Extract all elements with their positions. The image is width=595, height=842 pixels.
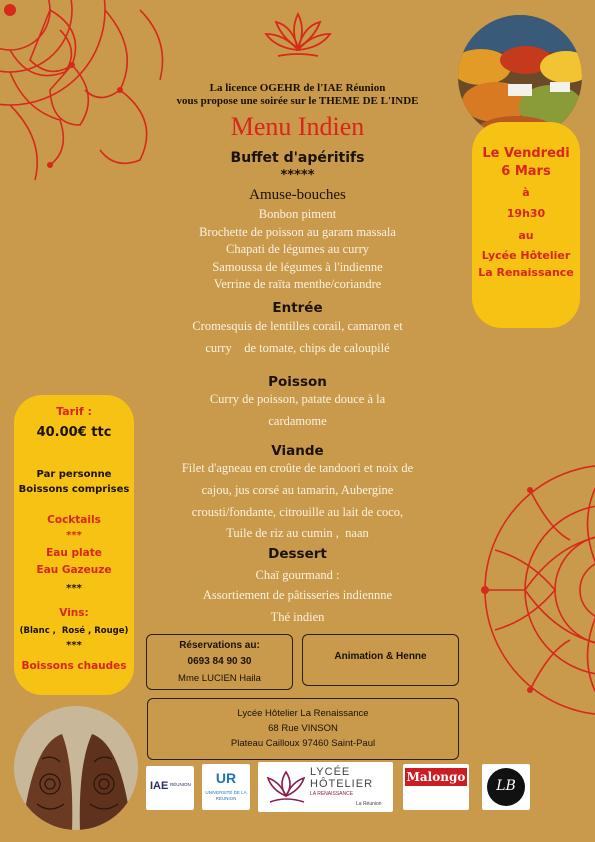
event-venue-1: Lycée Hôtelier: [481, 249, 571, 262]
event-day: Le Vendredi: [482, 146, 570, 161]
lycee-logo-sub: LA RENAISSANCE: [310, 791, 354, 797]
lycee-logo: [258, 762, 393, 812]
viande-line: Filet d'agneau en croûte de tandoori et noix de: [181, 461, 414, 475]
lb-logo-text: LB: [496, 778, 516, 794]
amuse-item: Samoussa de légumes à l'indienne: [212, 260, 383, 274]
viande-title: Viande: [271, 443, 324, 459]
reservation-contact: Mme LUCIEN Haila: [178, 673, 261, 684]
reservation-phone: 0693 84 90 30: [187, 656, 252, 667]
mandala-right-icon: [470, 430, 595, 740]
tarif-label: Tarif :: [56, 405, 92, 418]
drinks-included: Boissons comprises: [18, 484, 130, 495]
amuse-item: Chapati de légumes au curry: [225, 242, 369, 256]
address-box: [147, 698, 459, 760]
malongo-logo: [403, 764, 469, 810]
amuse-item: Verrine de raïta menthe/coriandre: [213, 277, 382, 291]
lycee-logo-text-2: HÔTELIER: [310, 778, 374, 790]
address-line-1: Lycée Hôtelier La Renaissance: [237, 708, 369, 719]
amuse-item: Bonbon piment: [258, 207, 337, 221]
entree-title: Entrée: [272, 300, 323, 316]
amuse-item: Brochette de poisson au garam massala: [199, 225, 396, 239]
entree-line: Cromesquis de lentilles corail, camaron et: [192, 319, 403, 333]
event-info-pill: [472, 122, 580, 328]
viande-line: cajou, jus corsé au tamarin, Aubergine: [201, 483, 394, 497]
intro-line-2: vous propose une soirée sur le THEME DE L'INDE: [176, 95, 419, 107]
malongo-logo-text: Malongo: [406, 770, 466, 784]
reservation-title: Réservations au:: [179, 640, 260, 651]
ur-logo-sub: UNIVERSITÉ DE LA RÉUNION: [205, 790, 247, 801]
poisson-line: Curry de poisson, patate douce à la: [209, 392, 386, 406]
pricing-pill: [14, 395, 134, 695]
reservation-box: [146, 634, 293, 690]
separator: ***: [66, 530, 82, 541]
separator: ***: [66, 640, 82, 651]
hot-drinks: Boissons chaudes: [21, 660, 127, 672]
amuse-title: Amuse-bouches: [249, 187, 346, 203]
dessert-line: Assortiement de pâtisseries indiennne: [202, 588, 393, 602]
viande-line: crousti/fondante, citrouille au lait de coco,: [191, 505, 404, 519]
still-water: Eau plate: [46, 547, 102, 559]
lb-logo: [482, 764, 530, 810]
menu: [140, 150, 455, 630]
intro-text: [140, 82, 455, 107]
event-au: au: [518, 229, 534, 242]
lycee-logo-place: La Réunion: [356, 801, 382, 807]
viande-line: Tuile de riz au cumin , naan: [226, 526, 369, 540]
address-line-3: Plateau Cailloux 97460 Saint-Paul: [230, 738, 376, 749]
event-date: 6 Mars: [501, 164, 551, 179]
entree-line: curry de tomate, chips de caloupilé: [205, 341, 390, 355]
lycee-logo-text-1: LYCÉE: [310, 766, 351, 778]
animation-box: [302, 634, 459, 686]
address-line-2: 68 Rue VINSON: [268, 723, 338, 734]
event-time: 19h30: [506, 207, 546, 220]
henna-hands-photo: [12, 704, 140, 832]
poisson-title: Poisson: [268, 374, 327, 390]
price: 40.00€ ttc: [36, 425, 112, 440]
separator: ***: [66, 583, 82, 594]
dessert-line: Thé indien: [270, 610, 325, 624]
buffet-title: Buffet d'apéritifs: [230, 150, 365, 166]
iae-logo-text: IAE: [150, 780, 169, 792]
ur-logo-text: UR: [215, 770, 237, 786]
event-venue-2: La Renaissance: [478, 266, 574, 279]
intro-line-1: La licence OGEHR de l'IAE Réunion: [209, 82, 386, 94]
wines-types: (Blanc , Rosé , Rouge): [19, 626, 129, 636]
event-at: à: [522, 186, 530, 199]
dessert-line: Chaï gourmand :: [255, 568, 340, 582]
cocktails: Cocktails: [47, 514, 101, 526]
dessert-title: Dessert: [268, 546, 327, 562]
animation-label: Animation & Henne: [334, 651, 427, 662]
page-title: Menu Indien: [230, 112, 365, 141]
lotus-icon: [262, 8, 334, 64]
university-logo: [202, 764, 250, 810]
stars-separator: *****: [280, 168, 315, 183]
sparkling-water: Eau Gazeuze: [36, 564, 112, 576]
poisson-line: cardamome: [268, 414, 327, 428]
per-person: Par personne: [36, 469, 112, 480]
iae-logo: [146, 766, 194, 810]
lycee-flower-icon: [264, 768, 308, 806]
wines-label: Vins:: [59, 607, 89, 619]
iae-logo-sub: RÉUNION: [170, 782, 191, 787]
